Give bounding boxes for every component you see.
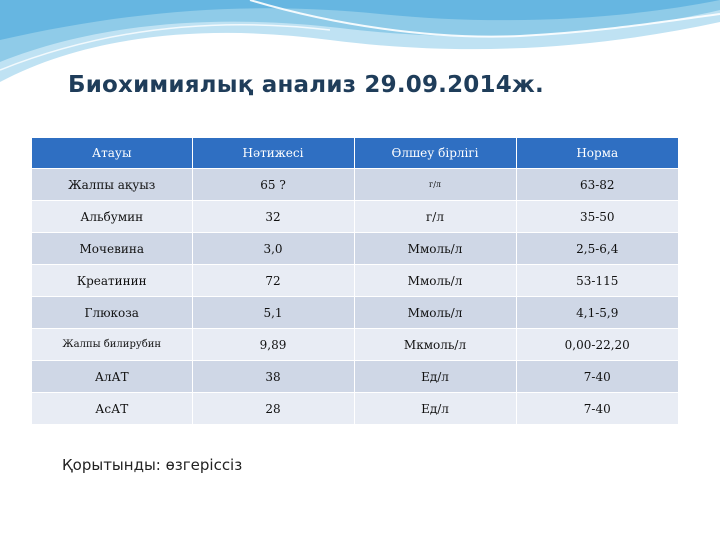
- cell-name: Мочевина: [32, 233, 192, 265]
- cell-unit: Ммоль/л: [354, 297, 516, 329]
- page-title: Биохимиялық анализ 29.09.2014ж.: [68, 72, 544, 98]
- cell-name: Креатинин: [32, 265, 192, 297]
- cell-norm: 7-40: [516, 393, 678, 425]
- cell-norm: 53-115: [516, 265, 678, 297]
- cell-result: 65 ?: [192, 169, 354, 201]
- cell-norm: 4,1-5,9: [516, 297, 678, 329]
- column-header-unit: Өлшеу бірлігі: [354, 138, 516, 169]
- cell-name: Глюкоза: [32, 297, 192, 329]
- cell-name: Жалпы билирубин: [32, 329, 192, 361]
- cell-unit: Ммоль/л: [354, 265, 516, 297]
- cell-norm: 7-40: [516, 361, 678, 393]
- table-row: [32, 329, 678, 361]
- cell-result: 5,1: [192, 297, 354, 329]
- cell-unit: Ммоль/л: [354, 233, 516, 265]
- cell-result: 32: [192, 201, 354, 233]
- biochemistry-table: [32, 138, 678, 424]
- cell-norm: 63-82: [516, 169, 678, 201]
- cell-unit: Мкмоль/л: [354, 329, 516, 361]
- cell-name: АсАТ: [32, 393, 192, 425]
- column-header-result: Нәтижесі: [192, 138, 354, 169]
- conclusion-text: Қорытынды: өзгеріссіз: [62, 456, 243, 474]
- cell-unit: Ед/л: [354, 393, 516, 425]
- cell-unit: г/л: [354, 201, 516, 233]
- cell-unit: г/л: [354, 169, 516, 201]
- column-header-name: Атауы: [32, 138, 192, 169]
- cell-name: Альбумин: [32, 201, 192, 233]
- table-row: [32, 393, 678, 425]
- cell-name: Жалпы ақуыз: [32, 169, 192, 201]
- table-row: [32, 265, 678, 297]
- cell-norm: 0,00-22,20: [516, 329, 678, 361]
- cell-result: 72: [192, 265, 354, 297]
- cell-result: 28: [192, 393, 354, 425]
- cell-result: 9,89: [192, 329, 354, 361]
- cell-result: 3,0: [192, 233, 354, 265]
- table-row: [32, 297, 678, 329]
- table-row: [32, 201, 678, 233]
- cell-unit: Ед/л: [354, 361, 516, 393]
- cell-name: АлАТ: [32, 361, 192, 393]
- column-header-norm: Норма: [516, 138, 678, 169]
- table-row: [32, 361, 678, 393]
- cell-norm: 35-50: [516, 201, 678, 233]
- table-row: [32, 233, 678, 265]
- cell-result: 38: [192, 361, 354, 393]
- table-row: [32, 169, 678, 201]
- table-header-row: [32, 138, 678, 169]
- cell-norm: 2,5-6,4: [516, 233, 678, 265]
